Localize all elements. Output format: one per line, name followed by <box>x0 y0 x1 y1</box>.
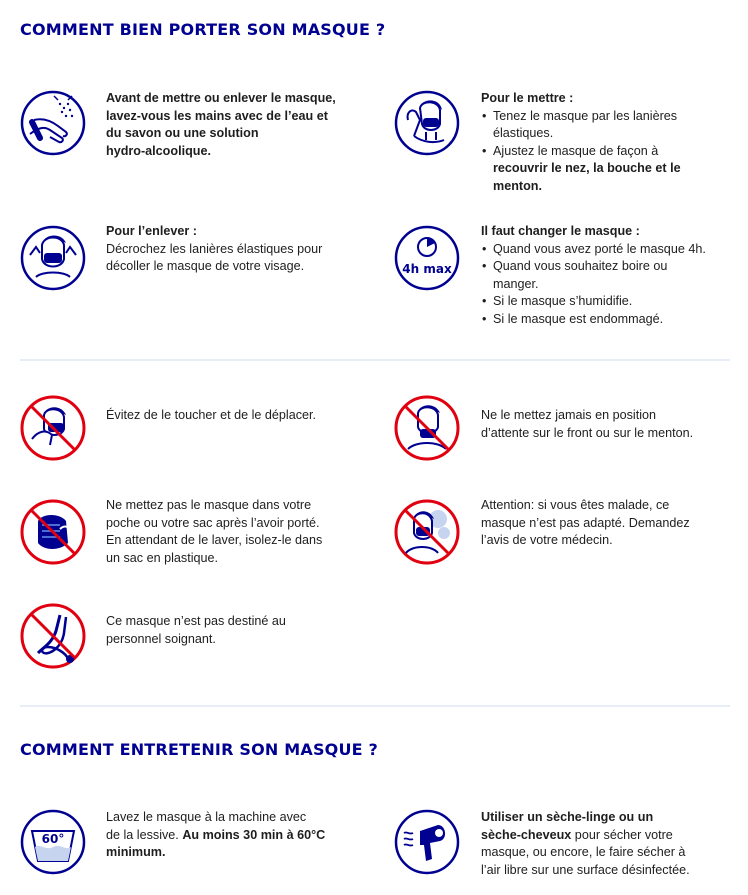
no-healthcare-stethoscope-icon <box>20 603 86 669</box>
no-mask-on-chin-text: Ne le mettez jamais en position d’attente sur le front ou sur le menton. <box>481 408 694 440</box>
washing-60-label: 60° <box>41 832 65 846</box>
put-on-mask-text: Pour le mettre : • Tenez le masque par les lanières élastiques. • Ajustez le masque de façon à recouvrir le nez, la bouche et le menton. <box>481 90 731 195</box>
remove-mask-text: Pour l’enlever : Décrochez les lanières élastiques pour décoller le masque de votre visage. <box>106 224 323 273</box>
remove-mask-icon <box>20 225 86 291</box>
no-mask-if-sick-icon <box>394 499 460 565</box>
drying-text: Utiliser un sèche-linge ou un sèche-cheveux pour sécher votre masque, ou encore, le faire sécher à l’air libre sur une surface désinfectée. <box>481 810 690 877</box>
no-touching-mask-icon <box>20 395 86 461</box>
no-mask-in-pocket-text: Ne mettez pas le masque dans votre poche ou votre sac après l’avoir porté. En attendant de le laver, isolez-le dans un sac en plastique. <box>106 498 323 565</box>
washing-text: Lavez le masque à la machine avec de la lessive. Au moins 30 min à 60°C minimum. <box>106 810 326 859</box>
hair-dryer-icon <box>394 809 460 875</box>
no-mask-on-chin-icon <box>394 395 460 461</box>
change-condition-2: • Quand vous souhaitez boire ou manger. <box>481 258 703 293</box>
no-touching-text: Évitez de le toucher et de le déplacer. <box>106 408 317 422</box>
put-on-step-1: • Tenez le masque par les lanières élastiques. <box>481 108 713 143</box>
put-on-step-2: • Ajustez le masque de façon à recouvrir le nez, la bouche et le menton. <box>481 143 713 196</box>
section-title-care: COMMENT ENTRETENIR SON MASQUE ? <box>20 740 379 759</box>
no-mask-in-pocket-icon <box>20 499 86 565</box>
divider-2 <box>20 705 730 707</box>
washing-60-icon <box>20 809 86 875</box>
no-mask-if-sick-text: Attention: si vous êtes malade, ce masque n’est pas adapté. Demandez l’avis de votre médecin. <box>481 498 690 547</box>
hand-washing-text: Avant de mettre ou enlever le masque, lavez-vous les mains avec de l’eau et du savon ou une solution hydro-alcoolique. <box>106 91 336 158</box>
change-condition-3: • Si le masque s’humidifie. <box>481 293 741 311</box>
hand-washing-icon <box>20 90 86 156</box>
clock-4h-icon <box>394 225 460 291</box>
section-title-wear: COMMENT BIEN PORTER SON MASQUE ? <box>20 20 386 39</box>
change-condition-4: • Si le masque est endommagé. <box>481 311 741 329</box>
clock-4h-label: 4h max <box>402 262 452 276</box>
change-mask-text: Il faut changer le masque : • Quand vous avez porté le masque 4h. • Quand vous souhaitez boire ou manger. • Si le masque s’humidifie. • Si le masque est endommagé. <box>481 223 741 328</box>
put-on-mask-icon <box>394 90 460 156</box>
change-condition-1: • Quand vous avez porté le masque 4h. <box>481 241 741 259</box>
divider-1 <box>20 359 730 361</box>
no-healthcare-text: Ce masque n’est pas destiné au personnel soignant. <box>106 614 286 646</box>
